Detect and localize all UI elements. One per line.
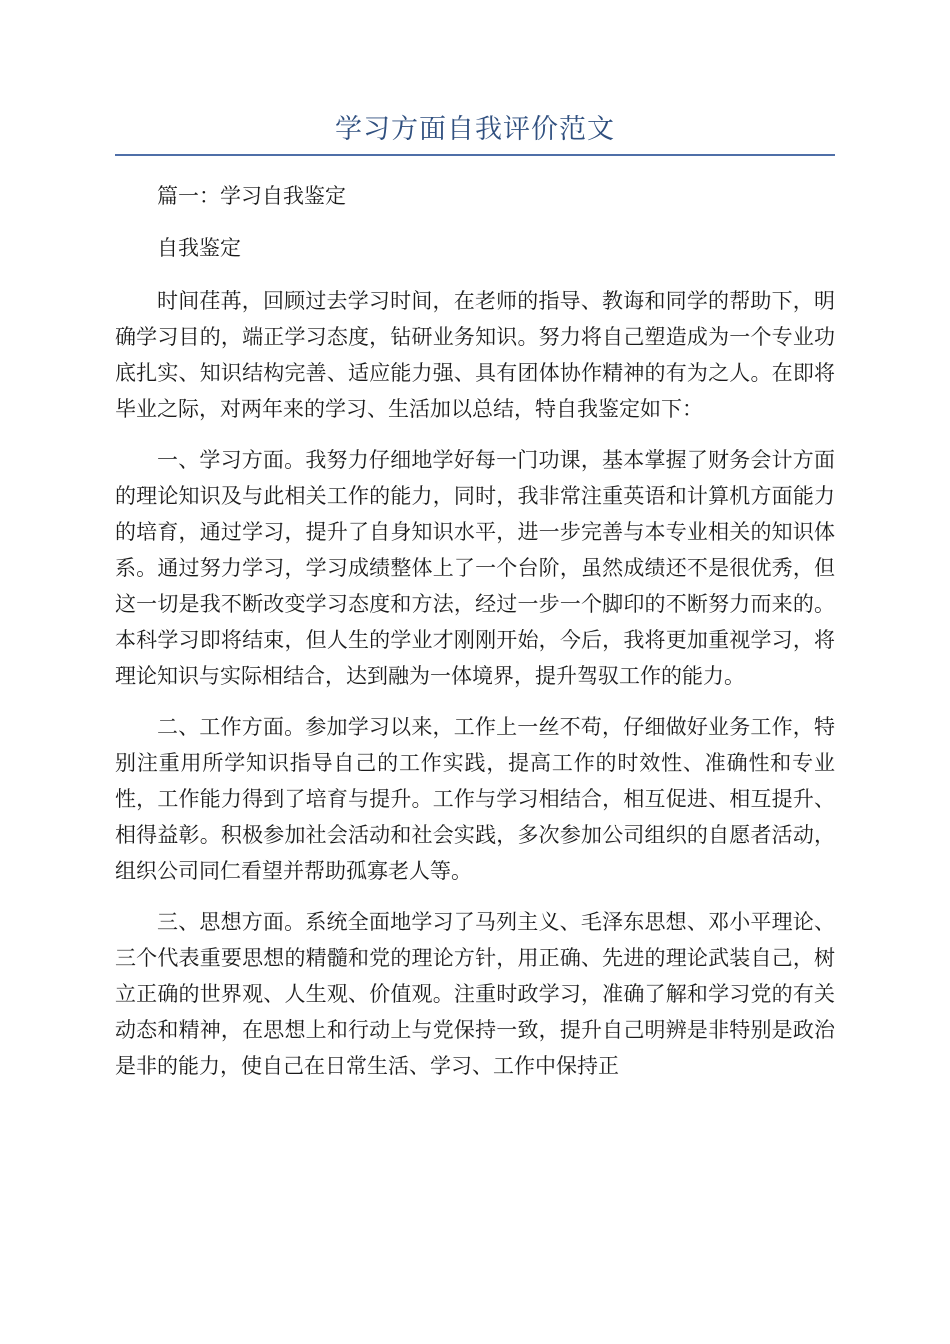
paragraph-thought: 三、思想方面。系统全面地学习了马列主义、毛泽东思想、邓小平理论、三个代表重要思想的精髓和党的理论方针，用正确、先进的理论武装自己，树立正确的世界观、人生观、价值观。注重时政学习，准确了解和学习党的有关动态和精神，在思想上和行动上与党保持一致，提升自己明辨是非特别是政治是非的能力，使自己在日常生活、学习、工作中保持正 (115, 910, 835, 1078)
paragraph-intro: 时间荏苒，回顾过去学习时间，在老师的指导、教诲和同学的帮助下，明确学习目的，端正学习态度，钻研业务知识。努力将自己塑造成为一个专业功底扎实、知识结构完善、适应能力强、具有团体协作精神的有为之人。在即将毕业之际，对两年来的学习、生活加以总结，特自我鉴定如下： (115, 289, 835, 421)
document-title: 学习方面自我评价范文 (335, 114, 615, 145)
section-heading: 篇一：学习自我鉴定 (157, 184, 346, 208)
paragraph-study: 一、学习方面。我努力仔细地学好每一门功课，基本掌握了财务会计方面的理论知识及与此相关工作的能力，同时，我非常注重英语和计算机方面能力的培育，通过学习，提升了自身知识水平，进一步完善与本专业相关的知识体系。通过努力学习，学习成绩整体上了一个台阶，虽然成绩还不是很优秀，但这一切是我不断改变学习态度和方法，经过一步一个脚印的不断努力而来的。本科学习即将结束，但人生的学业才刚刚开始，今后，我将更加重视学习，将理论知识与实际相结合，达到融为一体境界，提升驾驭工作的能力。 (115, 448, 835, 688)
sub-heading: 自我鉴定 (157, 236, 241, 260)
title-divider (115, 154, 835, 156)
document-page (115, 108, 835, 1084)
paragraph-work: 二、工作方面。参加学习以来，工作上一丝不苟，仔细做好业务工作，特别注重用所学知识指导自己的工作实践，提高工作的时效性、准确性和专业性，工作能力得到了培育与提升。工作与学习相结合，相互促进、相互提升、相得益彰。积极参加社会活动和社会实践，多次参加公司组织的自愿者活动，组织公司同仁看望并帮助孤寡老人等。 (115, 715, 835, 883)
